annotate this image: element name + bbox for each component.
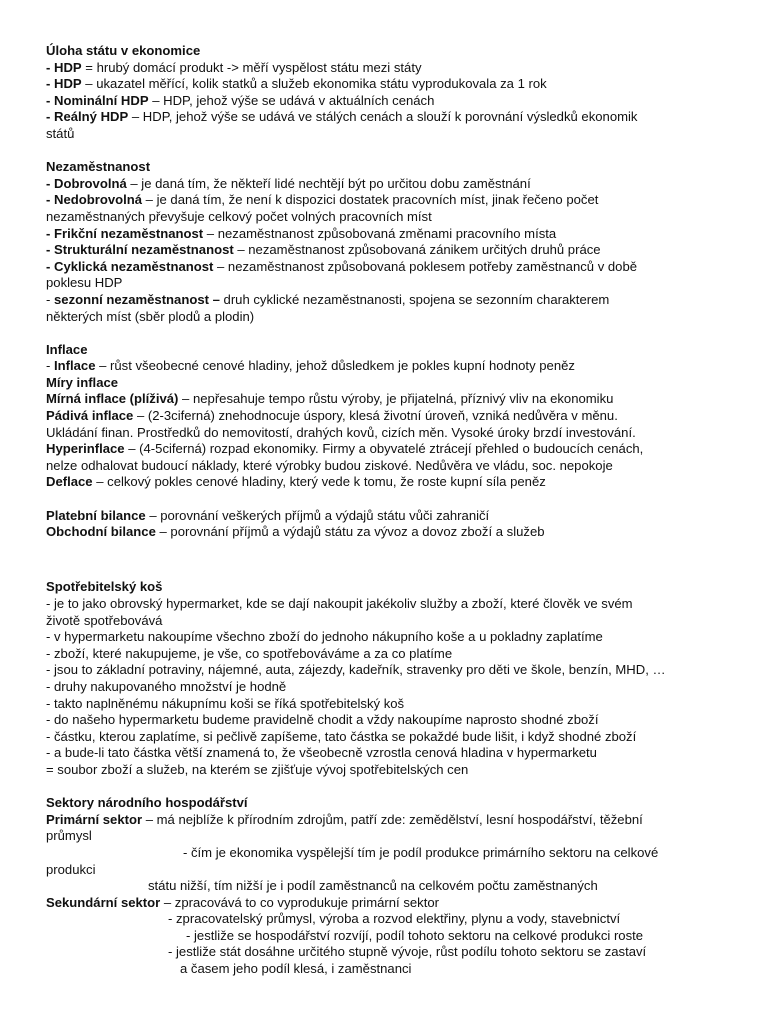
list-item: - druhy nakupovaného množství je hodně (46, 678, 287, 694)
text-line: Ukládání finan. Prostředků do nemovitostí, drahých kovů, cizích měn. Vysoké úroky brzdí investování. (46, 424, 636, 440)
text-line: Obchodní bilance – porovnání příjmů a výdajů státu za vývoz a dovoz zboží a služeb (46, 524, 545, 540)
text-line: Hyperinflace – (4-5ciferná) rozpad ekonomiky. Firmy a obyvatelé ztrácejí přehled o budoucích cenách, (46, 441, 644, 457)
list-item: - a bude-li tato částka větší znamená to, že všeobecně vzrostla cenová hladina v hypermarketu (46, 745, 597, 761)
text-line: Mírná inflace (plíživá) – nepřesahuje tempo růstu výroby, je přijatelná, příznivý vliv na ekonomiku (46, 391, 614, 407)
section-title-uloha-statu: Úloha státu v ekonomice (46, 43, 201, 58)
text-line: Sekundární sektor – zpracovává to co vyprodukuje primární sektor (46, 894, 439, 910)
list-item: - je to jako obrovský hypermarket, kde se dají nakoupit jakékoliv služby a zboží, které člověk ve svém (46, 596, 633, 611)
text-line: a časem jeho podíl klesá, i zaměstnanci (180, 961, 412, 977)
section-title-nezamestnanost: Nezaměstnanost (46, 159, 151, 175)
list-item: - do našeho hypermarketu budeme pravidelně chodit a vždy nakoupíme naprosto shodné zboží (46, 712, 599, 728)
text-line: produkci (46, 861, 96, 877)
section-title-spotrebitelsky-kos: Spotřebitelský koš (46, 579, 163, 595)
section-title-inflace: Inflace (46, 341, 88, 357)
text-line: - Nedobrovolná – je daná tím, že není k dispozici dostatek pracovních míst, jinak řečeno počet (46, 192, 599, 208)
text-line: průmysl (46, 828, 92, 844)
text-line: - Strukturální nezaměstnanost – nezaměstnanost způsobovaná zánikem určitých druhů práce (46, 242, 601, 258)
list-item: - částku, kterou zaplatíme, si pečlivě zapíšeme, tato částka se pokaždé bude lišit, i když shodné zboží (46, 728, 637, 744)
text-line: Pádivá inflace – (2-3ciferná) znehodnocuje úspory, klesá životní úroveň, vzniká nedůvěra v měnu. (46, 408, 618, 424)
text-line: nezaměstnaných převyšuje celkový počet volných pracovních míst (46, 208, 432, 224)
list-item: životě spotřebovává (46, 612, 163, 628)
text-line: - Reálný HDP – HDP, jehož výše se udává ve stálých cenách a slouží k porovnání výsledků ekonomik (46, 109, 638, 125)
text-line: - HDP – ukazatel měřící, kolik statků a služeb ekonomika státu vyprodukovala za 1 rok (46, 76, 547, 92)
list-item: - zboží, které nakupujeme, je vše, co spotřebováváme a za co platíme (46, 645, 453, 661)
list-item: = soubor zboží a služeb, na kterém se zjišťuje vývoj spotřebitelských cen (46, 761, 469, 777)
text-line: - sezonní nezaměstnanost – druh cyklické nezaměstnanosti, spojena se sezonním charakterem (46, 291, 610, 307)
subtitle-miry-inflace: Míry inflace (46, 374, 119, 390)
text-line: státu nižší, tím nižší je i podíl zaměstnanců na celkovém počtu zaměstnaných (148, 878, 598, 894)
text-line: - čím je ekonomika vyspělejší tím je podíl produkce primárního sektoru na celkové (183, 844, 659, 860)
list-item: - takto naplněnému nákupnímu koši se říká spotřebitelský koš (46, 695, 405, 711)
text-line: - zpracovatelský průmysl, výroba a rozvod elektřiny, plynu a vody, stavebnictví (168, 911, 621, 927)
text-line: - jestliže stát dosáhne určitého stupně vývoje, růst podílu tohoto sektoru se zastaví (168, 944, 647, 960)
list-item: - jsou to základní potraviny, nájemné, auta, zájezdy, kadeřník, stravenky pro děti ve škole, benzín, MHD, … (46, 662, 666, 678)
text-line: Deflace – celkový pokles cenové hladiny, který vede k tomu, že roste kupní síla peněz (46, 474, 546, 490)
text-line: Primární sektor – má nejblíže k přírodním zdrojům, patří zde: zemědělství, lesní hospodářství, těžební (46, 811, 643, 827)
text-line: - Frikční nezaměstnanost – nezaměstnanost způsobovaná změnami pracovního místa (46, 225, 557, 241)
text-line: států (46, 125, 75, 141)
text-line: - HDP = hrubý domácí produkt -> měří vyspělost státu mezi státy (46, 59, 422, 75)
section-title-sektory: Sektory národního hospodářství (46, 795, 248, 811)
text-line: - Cyklická nezaměstnanost – nezaměstnanost způsobovaná poklesem potřeby zaměstnanců v době (46, 258, 638, 274)
text-line: Platební bilance – porovnání veškerých příjmů a výdajů státu vůči zahraničí (46, 507, 490, 523)
text-line: - Nominální HDP – HDP, jehož výše se udává v aktuálních cenách (46, 92, 435, 108)
text-line: některých míst (sběr plodů a plodin) (46, 308, 255, 324)
list-item: - v hypermarketu nakoupíme všechno zboží do jednoho nákupního koše a u pokladny zaplatíme (46, 629, 603, 645)
text-line: - Dobrovolná – je daná tím, že někteří lidé nechtějí být po určitou dobu zaměstnání (46, 175, 531, 191)
text-line: nelze odhalovat budoucí náklady, které výrobky budou ziskové. Nedůvěra ve vládu, soc. nepokoje (46, 457, 613, 473)
text-line: - Inflace – růst všeobecné cenové hladiny, jehož důsledkem je pokles kupní hodnoty peněz (46, 358, 575, 374)
text-line: poklesu HDP (46, 275, 123, 291)
text-line: - jestliže se hospodářství rozvíjí, podíl tohoto sektoru na celkové produkci roste (186, 927, 644, 943)
